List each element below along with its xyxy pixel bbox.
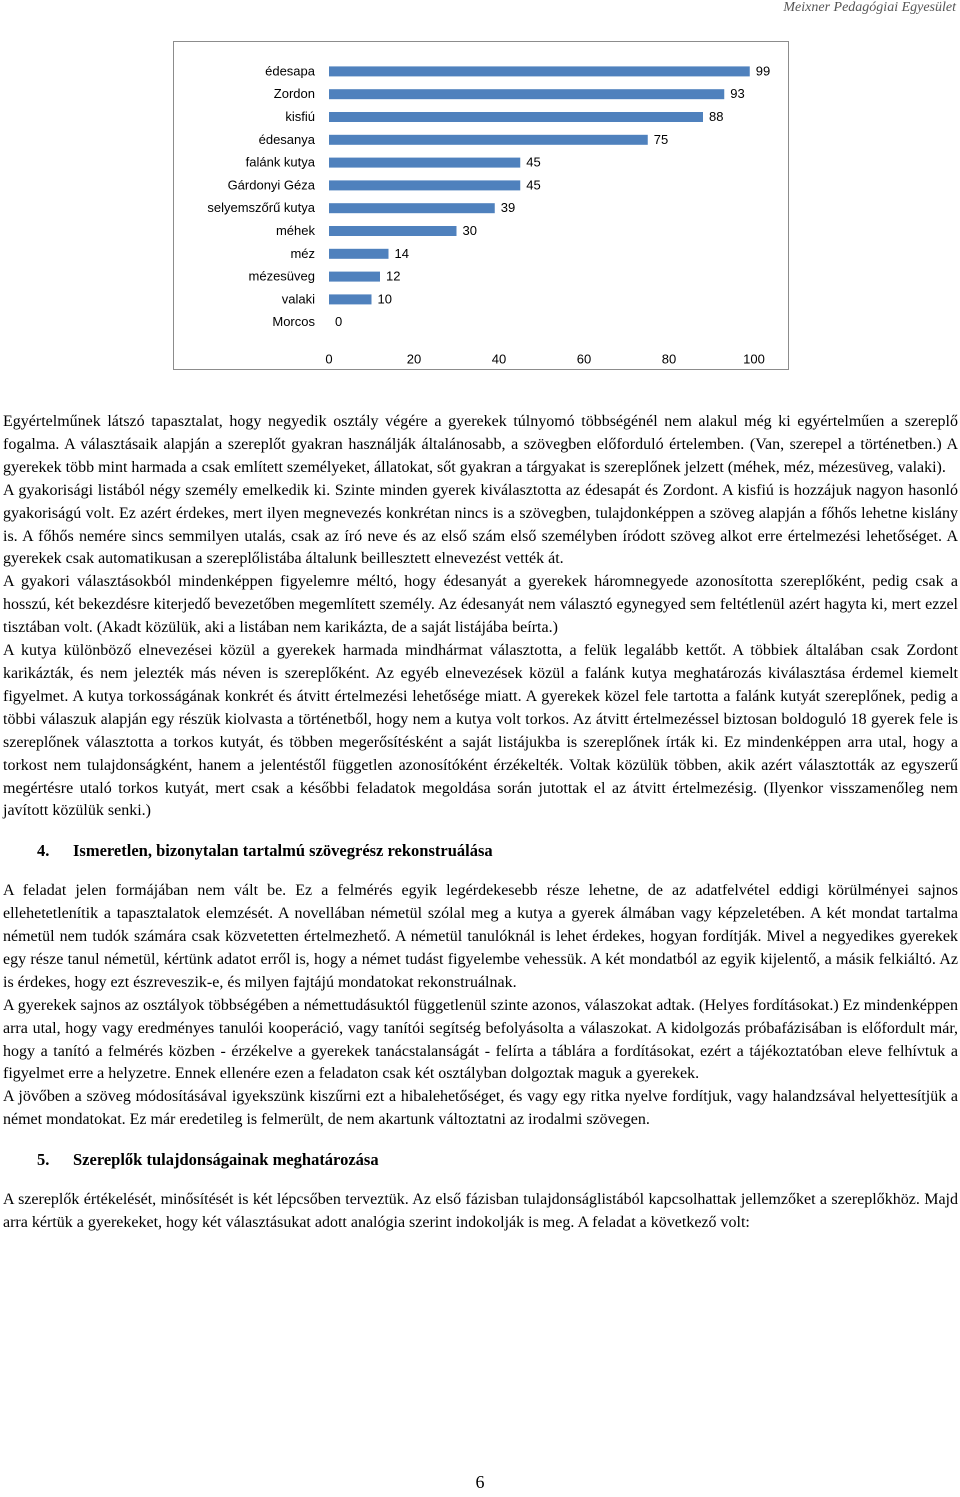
category-label: méz bbox=[290, 245, 315, 261]
chart-bar bbox=[329, 180, 520, 190]
x-tick-label: 60 bbox=[576, 351, 592, 367]
data-label: 88 bbox=[709, 109, 724, 124]
data-label: 30 bbox=[462, 223, 477, 238]
chart-bar bbox=[329, 294, 372, 304]
x-tick-label: 20 bbox=[406, 351, 422, 367]
data-label: 12 bbox=[386, 268, 401, 284]
category-label: Zordon bbox=[273, 86, 315, 102]
x-tick-label: 100 bbox=[743, 351, 765, 367]
data-label: 99 bbox=[755, 63, 771, 79]
data-label: 75 bbox=[653, 131, 669, 147]
category-label: Gárdonyi Géza bbox=[227, 177, 315, 193]
chart-bar bbox=[329, 203, 495, 213]
x-tick-label: 0 bbox=[325, 351, 333, 367]
paragraph: A szereplők értékelését, minősítését is két lépcsőben terveztük. Az első fázisban tulajdonságlistából kapcsolhattak jellemzőket a szereplőkhöz. Majd arra kértük a gyerekeket, hogy két választásukat adott analógia szerint indokolják is meg. A feladat a következő volt: bbox=[3, 1191, 958, 1231]
data-label: 45 bbox=[526, 154, 541, 170]
section-heading-5 bbox=[37, 1149, 958, 1172]
chart-bar bbox=[329, 226, 457, 236]
category-label: mézesüveg bbox=[248, 268, 315, 284]
category-label: Morcos bbox=[272, 314, 315, 330]
paragraph: A gyakorisági listából négy személy emelkedik ki. Szinte minden gyerek kiválasztotta az édesapát és Zordont. A kisfiú is hozzájuk nagyon hasonló gyakoriságú volt. Ez azért érdekes, mert ilyen megnevezés konkrétan nincs is a szövegben, tulajdonképpen a szöveg alapján a főhős lehetne kislány is. A főhős nemére sincs semmilyen utalás, csak az író neve és az első szám első személyben íródott szöveg alkot erre értelmezési lehetőséget. A gyerekek csak automatikusan a szereplőlistába általunk beillesztett elnevezést vették át. bbox=[3, 481, 958, 568]
category-label: méhek bbox=[275, 223, 315, 238]
category-label: édesapa bbox=[265, 63, 315, 79]
section-title: Szereplők tulajdonságainak meghatározása bbox=[73, 1150, 379, 1170]
data-label: 39 bbox=[500, 200, 516, 216]
body-text bbox=[3, 411, 958, 1235]
data-label: 93 bbox=[730, 86, 745, 102]
paragraph: A jövőben a szöveg módosításával igyekszünk kiszűrni ezt a hibalehetőséget, és vagy egy ritka nyelve fordítjuk, vagy halandzsával helyettesítjük a német mondatokat. Ez már eredetileg is felmerült, de nem akartunk változtatni az irodalmi szövegen. bbox=[3, 1088, 958, 1129]
category-label: valaki bbox=[281, 291, 315, 307]
chart-svg bbox=[174, 42, 788, 369]
data-label: 45 bbox=[526, 177, 541, 193]
data-label: 0 bbox=[335, 314, 343, 330]
paragraph: A kutya különböző elnevezései közül a gyerekek harmada mindhármat választotta, a felük legalább kettőt. A többiek általában csak Zordont karikázták, és nem jelezték más néven is szereplőként. Az egyéb elnevezések közül a falánk kutya meghatározás kiválasztása érdemel kiemelt figyelmet. A kutya torkosságának konkrét és átvitt értelmezési lehetősége miatt. A gyerekek közel fele tartotta a falánk kutyát szereplőnek, pedig a többi válaszuk alapján egy részük kiolvasta a történetből, hogy nem a kutya volt torkos. Az átvitt értelmezéssel biztosan boldoguló 18 gyerek fele is szereplőnek választotta a torkos kutyát, és többen megerősítésként a saját listájukba is szereplőnek írták ki. Ez mindenképpen arra utal, hogy a torkost nem tulajdonságként, hanem a jelentéstől független azonosítóként érzékelték. Voltak közülük többen, akik azért választották az egyszerű megértésre utaló torkos kutyát, mert csak a későbbi feladatok megoldása során jutottak el az átvitt értelmezésig. (Ilyenkor visszamenőleg nem javított közülük senki.) bbox=[3, 642, 958, 820]
chart-bar bbox=[329, 89, 724, 99]
paragraph: A gyerekek sajnos az osztályok többségében a némettudásuktól függetlenül szinte azonos, válaszokat adtak. (Helyes fordításokat.) Ez mindenképpen arra utal, hogy vagy eredményes tanulói kooperáció, vagy tanítói segítség befolyásolta a válaszokat. A kidolgozás próbafázisában is előfordult már, hogy a tanító a felmérés közben - érzékelve a gyerekek tanácstalanságát - felírta a táblára a fordításokat, ezért a tájékoztatóban eleve felhívtuk a figyelmet erre a helyzetre. Ennek ellenére ezen a feladaton csak két osztályban dolgoztak maguk a gyerekek. bbox=[3, 996, 958, 1083]
data-label: 14 bbox=[394, 245, 409, 261]
page-header: Meixner Pedagógiai Egyesület bbox=[783, 0, 956, 15]
chart-bar bbox=[329, 249, 389, 259]
chart-bar bbox=[329, 112, 703, 122]
section-heading-4 bbox=[37, 840, 958, 863]
chart-bar bbox=[329, 135, 648, 145]
x-tick-label: 40 bbox=[491, 351, 507, 367]
section-title: Ismeretlen, bizonytalan tartalmú szövegrész rekonstruálása bbox=[73, 841, 493, 861]
chart-bar bbox=[329, 272, 380, 282]
section-number: 4. bbox=[37, 841, 50, 861]
x-tick-label: 80 bbox=[661, 351, 677, 367]
data-label: 10 bbox=[377, 291, 392, 307]
paragraph: Egyértelműnek látszó tapasztalat, hogy negyedik osztály végére a gyerekek túlnyomó többségénél nem alakul még ki egyértelműen a szereplő fogalma. A választásaik alapján a szereplőt gyakran használják általánosabb, a szövegben előforduló értelemben. (Van, szerepel a történetben.) A gyerekek több mint harmada a csak említett személyeket, állatokat, sőt gyakran a tárgyakat is szereplőnek jelzett (méhek, méz, mézesüveg, valaki). bbox=[3, 413, 958, 476]
category-label: kisfiú bbox=[285, 109, 315, 124]
page-number: 6 bbox=[475, 1472, 485, 1492]
category-label: selyemszőrű kutya bbox=[207, 200, 315, 216]
paragraph: A gyakori választásokból mindenképpen figyelemre méltó, hogy édesanyát a gyerekek háromnegyede azonosította szereplőként, pedig csak a hosszú, két bekezdésre kiterjedő bevezetőben megemlített személy. Az édesanyát nem választó egynegyed sem feltétlenül azért hagyta ki, mert ezzel tisztában volt. (Akadt közülük, aki a listában nem karikázta, de a saját listájába beírta.) bbox=[3, 573, 958, 637]
category-label: falánk kutya bbox=[245, 154, 315, 170]
frequency-bar-chart bbox=[173, 41, 789, 370]
chart-bar bbox=[329, 66, 750, 76]
section-number: 5. bbox=[37, 1150, 50, 1170]
category-label: édesanya bbox=[258, 131, 315, 147]
chart-bar bbox=[329, 158, 520, 168]
paragraph: A feladat jelen formájában nem vált be. Ez a felmérés egyik legérdekesebb része lehetne, de az adatfelvétel eddigi körülményei sajnos ellehetetlenítik a tapasztalatok elemzését. A novellában németül szólal meg a kutya a gyerek álmában vagy képzeletében. A két mondat tartalma németül nem tudók számára csak közvetetten értelmezhető. A németül tanulóknál is lehet érdekes, hogyan fordítják. Mivel a negyedikes gyerekek egy része tanul németül, kértünk adatot erről is, hogy a német tudást figyelembe vehessük. A két mondatból az egyik kijelentő, a másik felkiáltó. Az is érdekes, hogy ezt észreveszik-e, és milyen fajtájú mondatokat rekonstruálnak. bbox=[3, 882, 958, 991]
